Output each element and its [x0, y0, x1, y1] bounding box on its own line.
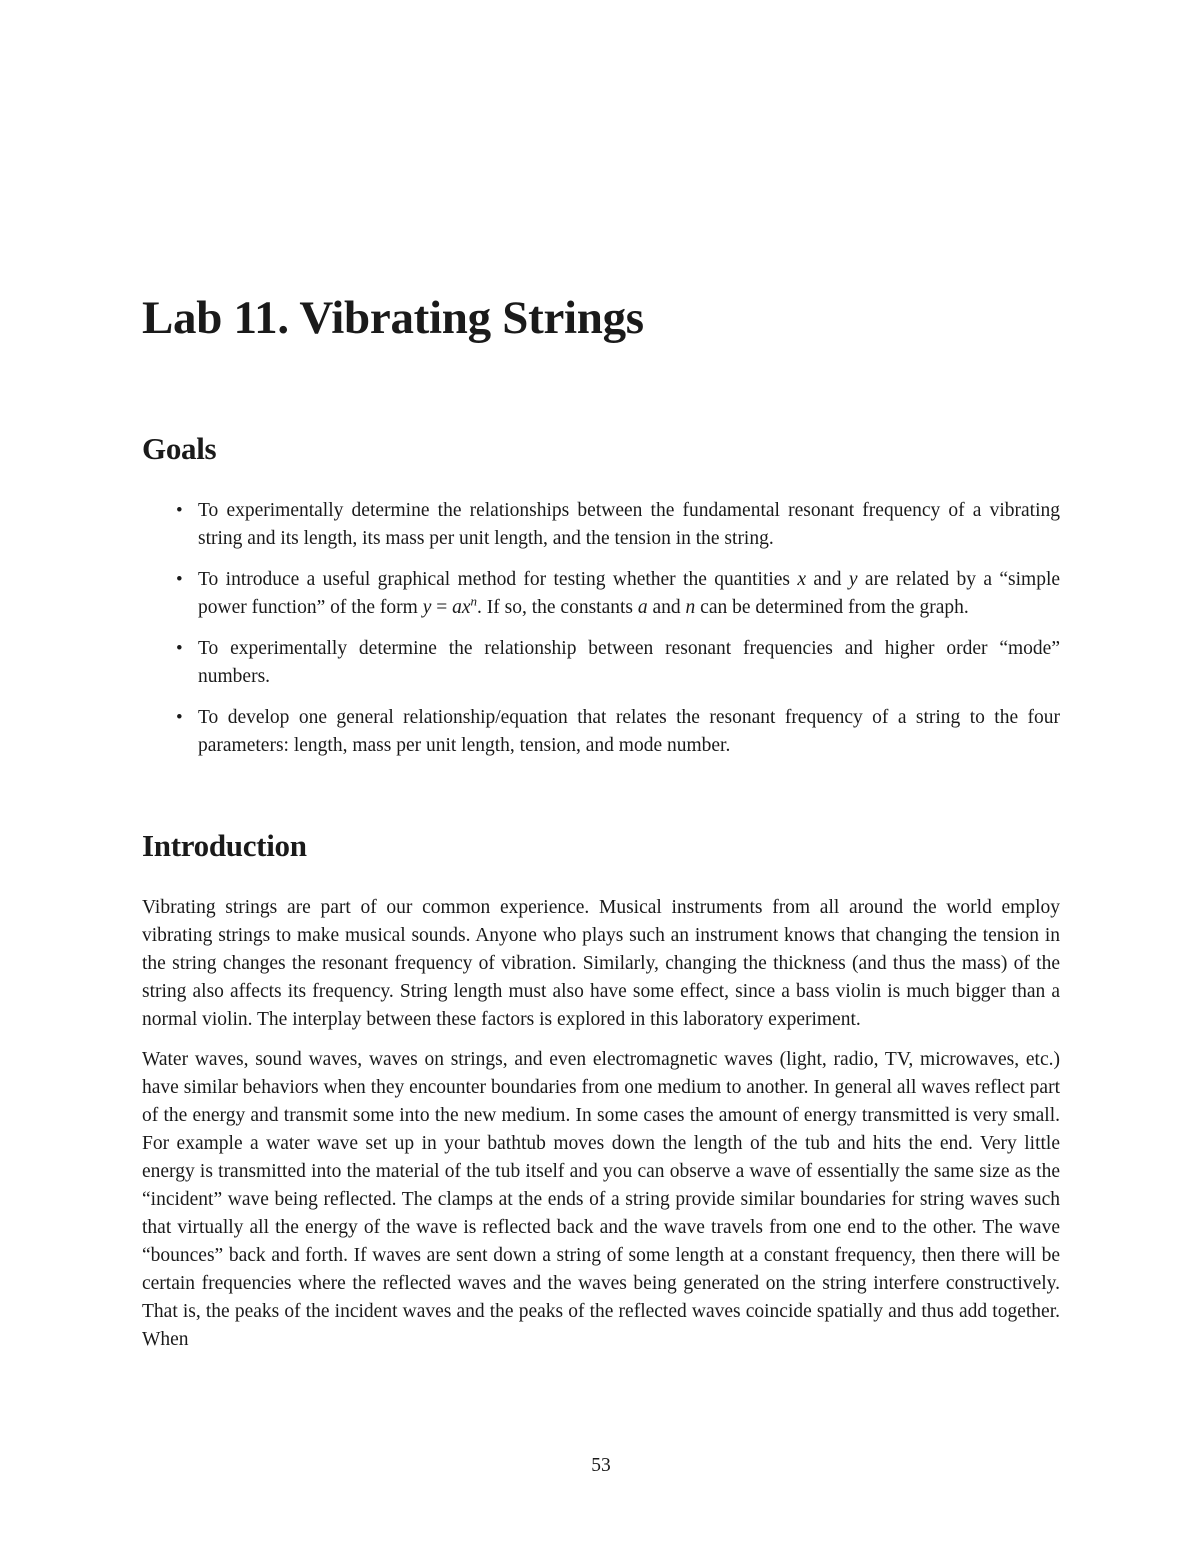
paragraph: Vibrating strings are part of our common experience. Musical instruments from all around the world employ vibrating strings to make musical sounds. Anyone who plays such an instrument knows that changing the tension in the string changes the resonant frequency of vibration. Similarly, changing the thickness (and thus the mass) of the string also affects its frequency. String length must also have some effect, since a bass violin is much bigger than a normal violin. The interplay between these factors is explored in this laboratory experiment.: [142, 897, 1060, 1030]
document-page: [142, 0, 1060, 1553]
page-number: 53: [591, 1455, 611, 1476]
goals-list: [142, 497, 1060, 773]
introduction-body: [142, 894, 1060, 1366]
goal-text: To develop one general relationship/equation that relates the resonant frequency of a string to the four parameters: length, mass per unit length, tension, and mode number.: [198, 707, 1060, 756]
introduction-heading: Introduction: [142, 828, 307, 863]
math-variable-n: n: [685, 597, 696, 618]
chapter-title: Lab 11. Vibrating Strings: [142, 292, 644, 344]
paragraph: Water waves, sound waves, waves on strings, and even electromagnetic waves (light, radio, TV, microwaves, etc.) have similar behaviors when they encounter boundaries from one medium to another. In general all waves reflect part of the energy and transmit some into the new medium. In some cases the amount of energy transmitted is very small. For example a water wave set up in your bathtub moves down the length of the tub and hits the end. Very little energy is transmitted into the material of the tub itself and you can observe a wave of essentially the same size as the “incident” wave being reflected. The clamps at the ends of a string provide similar boundaries for string waves such that virtually all the energy of the wave is reflected back and the wave travels from one end to the other. The wave “bounces” back and forth. If waves are sent down a string of some length at a constant frequency, then there will be certain frequencies where the reflected waves and the waves being generated on the string interfere constructively. That is, the peaks of the incident waves and the peaks of the reflected waves coincide spatially and thus add together. When: [142, 1049, 1060, 1350]
goal-item: [142, 566, 1060, 622]
goals-heading: Goals: [142, 431, 217, 466]
goal-text: To introduce a useful graphical method for testing whether the quantities x and y are related by a “simple power function” of the form $y = ax^n$. If so, the constants a and n can be determined from the graph.: [198, 569, 1061, 618]
bullet-icon: •: [176, 569, 183, 590]
bullet-icon: •: [176, 638, 183, 659]
bullet-icon: •: [176, 707, 183, 728]
math-variable-a: a: [637, 597, 648, 618]
goal-text: To experimentally determine the relationship between resonant frequencies and higher order “mode” numbers.: [198, 638, 1060, 687]
goal-item: [142, 497, 1060, 553]
math-variable-x: x: [797, 569, 807, 590]
bullet-icon: •: [176, 500, 183, 521]
power-function-equation: $y = ax^n$: [422, 593, 478, 618]
goal-item: [142, 704, 1060, 760]
math-variable-y: y: [848, 569, 858, 590]
goal-text: To experimentally determine the relationships between the fundamental resonant frequency of a vibrating string and its length, its mass per unit length, and the tension in the string.: [198, 500, 1060, 549]
goal-item: [142, 635, 1060, 691]
